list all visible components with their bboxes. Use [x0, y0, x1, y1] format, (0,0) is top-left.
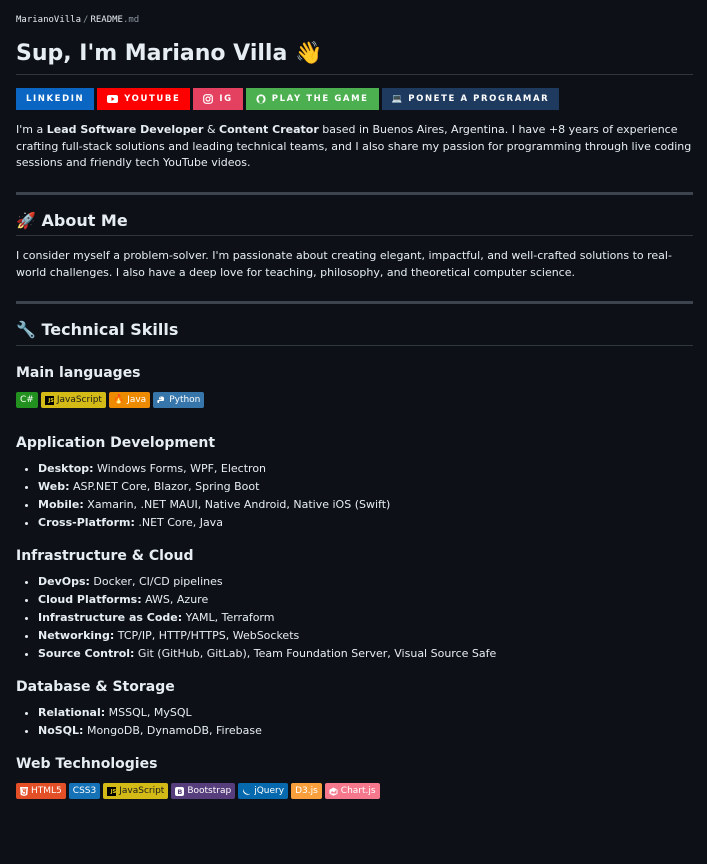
item-value: Xamarin, .NET MAUI, Native Android, Native iOS (Swift): [83, 497, 391, 511]
item-value: Windows Forms, WPF, Electron: [93, 461, 267, 475]
web-technologies-chips: [16, 783, 693, 799]
intro-text: based in Buenos Aires, Argentina. I have +8 years of experience crafting full-stack solutions and leading technical teams, and I also share my passion for programming through live coding sessions and friendly tech YouTube videos.: [16, 123, 692, 170]
item-value: Git (GitHub, GitLab), Team Foundation Server, Visual Source Safe: [134, 646, 497, 660]
instagram-badge[interactable]: [193, 88, 242, 110]
chip-javascript[interactable]: [41, 392, 106, 408]
chip-jquery[interactable]: [238, 783, 288, 799]
database-list: [16, 705, 693, 740]
item-key: Cloud Platforms:: [38, 592, 142, 606]
list-item: [38, 646, 693, 663]
ponete-a-programar-badge[interactable]: [382, 88, 560, 110]
play-game-badge[interactable]: [246, 88, 379, 110]
divider: [16, 301, 693, 304]
chip-label: HTML5: [31, 785, 62, 796]
item-value: MongoDB, DynamoDB, Firebase: [83, 723, 262, 737]
list-item: [38, 705, 693, 722]
list-item: [38, 574, 693, 591]
about-paragraph: I consider myself a problem-solver. I'm passionate about creating elegant, impactful, and well-crafted solutions to real-world challenges. I also have a deep love for teaching, philosophy, and theoretical computer science.: [16, 249, 672, 279]
social-badges: [16, 88, 693, 110]
youtube-badge[interactable]: [97, 88, 190, 110]
section-heading: Database & Storage: [16, 679, 175, 696]
chip-css3[interactable]: [69, 783, 100, 799]
java-icon: 🔥: [112, 394, 125, 405]
item-key: Cross-Platform:: [38, 515, 135, 529]
chip-python[interactable]: [153, 392, 204, 408]
chip-label: Bootstrap: [187, 785, 232, 796]
youtube-icon: [107, 95, 118, 103]
web-technologies-heading: Web Technologies: [16, 756, 158, 773]
breadcrumb-ext: .md: [122, 15, 140, 25]
chip-label: CSS3: [72, 785, 97, 796]
chip-label: C#: [20, 394, 34, 405]
bootstrap-icon: [175, 787, 184, 796]
breadcrumb-file: README: [90, 15, 123, 25]
divider: [16, 192, 693, 195]
chip-label: JavaScript: [119, 785, 165, 796]
main-languages-heading: Main languages: [16, 365, 141, 382]
item-value: MSSQL, MySQL: [105, 705, 192, 719]
python-icon: [157, 396, 166, 405]
item-key: Web:: [38, 479, 70, 493]
list-item: [38, 592, 693, 609]
javascript-icon: JS: [45, 396, 54, 405]
list-item: [38, 497, 693, 514]
chip-label: JavaScript: [56, 394, 102, 405]
list-item: [38, 479, 693, 496]
badge-label: PLAY THE GAME: [271, 93, 369, 104]
instagram-icon: [203, 94, 213, 104]
skills-heading: 🔧 Technical Skills: [16, 320, 693, 346]
item-key: Infrastructure as Code:: [38, 610, 183, 624]
app-dev-list: [16, 461, 693, 532]
chip-html5[interactable]: [16, 783, 66, 799]
badge-label: IG: [219, 93, 233, 104]
github-icon: [256, 94, 266, 104]
chartjs-icon: [329, 787, 338, 796]
item-key: Mobile:: [38, 497, 84, 511]
chip-label: D3.js: [295, 785, 318, 796]
chip-bootstrap[interactable]: [171, 783, 235, 799]
item-value: AWS, Azure: [141, 592, 209, 606]
intro-text: &: [203, 123, 220, 137]
jquery-icon: [242, 787, 251, 796]
section-heading: Infrastructure & Cloud: [16, 548, 194, 565]
chip-label: Chart.js: [340, 785, 376, 796]
list-item: [38, 461, 693, 478]
item-key: Desktop:: [38, 461, 94, 475]
badge-label: 💻 PONETE A PROGRAMAR: [391, 93, 550, 104]
item-value: ASP.NET Core, Blazor, Spring Boot: [69, 479, 260, 493]
list-item: [38, 610, 693, 627]
infra-list: [16, 574, 693, 663]
chip-javascript[interactable]: [103, 783, 168, 799]
chip-chartjs[interactable]: [325, 783, 380, 799]
item-value: TCP/IP, HTTP/HTTPS, WebSockets: [114, 628, 300, 642]
item-value: YAML, Terraform: [182, 610, 275, 624]
chip-label: jQuery: [254, 785, 285, 796]
section-heading: Application Development: [16, 435, 216, 452]
breadcrumb-separator: /: [83, 15, 89, 25]
item-key: Networking:: [38, 628, 115, 642]
intro-text: I'm a: [16, 123, 47, 137]
intro-role-1: Lead Software Developer: [46, 123, 204, 137]
about-heading: 🚀 About Me: [16, 211, 693, 237]
item-key: DevOps:: [38, 574, 90, 588]
list-item: [38, 515, 693, 532]
item-value: Docker, CI/CD pipelines: [89, 574, 223, 588]
javascript-icon: JS: [107, 787, 116, 796]
list-item: [38, 628, 693, 645]
chip-d3js[interactable]: [291, 783, 322, 799]
intro-role-2: Content Creator: [219, 123, 319, 137]
badge-label: YOUTUBE: [124, 93, 181, 104]
chip-label: Python: [169, 394, 201, 405]
main-languages-chips: [16, 392, 693, 408]
item-key: Source Control:: [38, 646, 135, 660]
linkedin-badge[interactable]: [16, 88, 94, 110]
page-title: Sup, I'm Mariano Villa 👋: [16, 40, 693, 76]
item-key: NoSQL:: [38, 723, 84, 737]
list-item: [38, 723, 693, 740]
svg-text:B: B: [177, 787, 183, 796]
intro-paragraph: [16, 122, 693, 172]
badge-label: LINKEDIN: [26, 93, 85, 104]
chip-label: Java: [127, 394, 147, 405]
item-value: .NET Core, Java: [134, 515, 223, 529]
item-key: Relational:: [38, 705, 106, 719]
html5-icon: [20, 787, 28, 796]
chip-csharp[interactable]: [16, 392, 38, 408]
breadcrumb: [16, 14, 693, 28]
breadcrumb-owner-link[interactable]: MarianoVilla: [16, 15, 82, 25]
chip-java[interactable]: [109, 392, 150, 408]
